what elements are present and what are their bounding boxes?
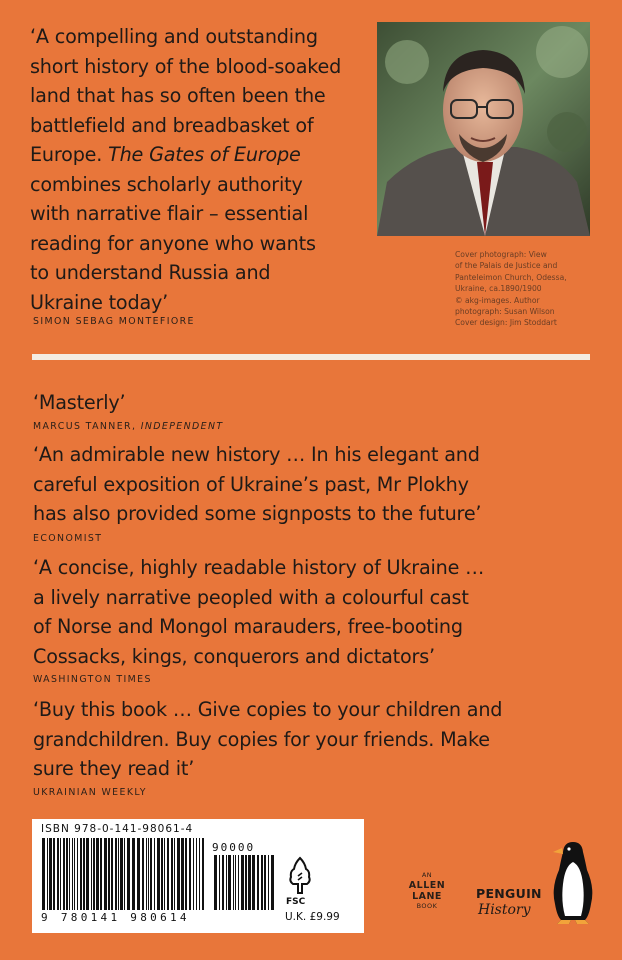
- attribution-name: MARCUS TANNER,: [33, 421, 141, 432]
- fsc-tree-icon: [285, 855, 315, 897]
- barcode-bar: [74, 838, 75, 910]
- barcode-bar: [214, 855, 217, 910]
- imprint-book: BOOK: [416, 902, 438, 910]
- barcode-bar: [226, 855, 227, 910]
- imprint-allen: ALLEN: [408, 880, 446, 891]
- price-label: U.K. £9.99: [285, 911, 340, 923]
- isbn-label: ISBN 978-0-141-98061-4: [41, 823, 194, 835]
- barcode-bar: [86, 838, 89, 910]
- quote-text: Europe.: [30, 143, 109, 166]
- quote-washington-times: [33, 553, 578, 671]
- barcode-bar: [77, 838, 78, 910]
- barcode-bar: [154, 838, 155, 910]
- barcode-bar: [120, 838, 123, 910]
- attribution-ukrainian-weekly: UKRAINIAN WEEKLY: [33, 787, 147, 798]
- barcode-bar: [115, 838, 117, 910]
- quote-masterly: ‘Masterly’: [33, 391, 126, 414]
- quote-line: ‘An admirable new history … In his elegant and: [33, 443, 480, 466]
- barcode-bar: [193, 838, 194, 910]
- divider-rule: [32, 354, 590, 360]
- quote-line: careful exposition of Ukraine’s past, Mr Plokhy: [33, 472, 469, 496]
- barcode-bar: [252, 855, 255, 910]
- attribution-montefiore: SIMON SEBAG MONTEFIORE: [33, 316, 195, 327]
- barcode-bars: [42, 838, 207, 910]
- history-wordmark: History: [478, 902, 531, 918]
- barcode-bar: [104, 838, 107, 910]
- barcode-bar: [150, 838, 152, 910]
- quote-line: ‘A compelling and outstanding: [30, 25, 318, 48]
- quote-line: land that has so often been the: [30, 84, 326, 107]
- quote-line: has also provided some signposts to the future’: [33, 502, 482, 525]
- credit-line: Cover design: Jim Stoddart: [455, 318, 557, 328]
- barcode-bar: [146, 838, 147, 910]
- barcode-bar: [185, 838, 187, 910]
- cover-credits: [455, 249, 605, 329]
- attribution-washington-times: WASHINGTON TIMES: [33, 674, 152, 685]
- barcode-bar: [268, 855, 269, 910]
- author-photo: [377, 22, 590, 236]
- quote-line: short history of the blood-soaked: [30, 54, 342, 78]
- barcode-bar: [66, 838, 68, 910]
- barcode-bar: [72, 838, 73, 910]
- barcode-bar: [142, 838, 144, 910]
- attribution-publication: INDEPENDENT: [140, 421, 224, 432]
- attribution-independent: [33, 421, 224, 432]
- addon-barcode-bars: [214, 855, 274, 910]
- barcode-bar: [181, 838, 184, 910]
- barcode-bar: [57, 838, 59, 910]
- quote-line: reading for anyone who wants: [30, 231, 316, 255]
- barcode-bar: [83, 838, 85, 910]
- barcode-digits: 9 780141 980614: [41, 911, 190, 924]
- quote-line: [30, 140, 360, 170]
- barcode-bar: [137, 838, 140, 910]
- barcode-bar: [91, 838, 92, 910]
- attribution-economist: ECONOMIST: [33, 533, 103, 544]
- barcode-bar: [235, 855, 236, 910]
- barcode-bar: [174, 838, 175, 910]
- quote-line: ‘Buy this book … Give copies to your children and: [33, 698, 503, 721]
- barcode-bar: [233, 855, 234, 910]
- credit-line: Panteleimon Church, Odessa,: [455, 272, 567, 282]
- credit-line: © akg-images. Author: [455, 295, 540, 305]
- barcode-bar: [177, 838, 180, 910]
- barcode-panel: [32, 819, 364, 933]
- quote-line: combines scholarly authority: [30, 172, 303, 196]
- credit-line: of the Palais de Justice and: [455, 261, 558, 271]
- barcode-bar: [100, 838, 102, 910]
- quote-line: grandchildren. Buy copies for your friends. Make: [33, 727, 490, 751]
- barcode-bar: [53, 838, 55, 910]
- addon-digits: 90000: [212, 841, 256, 854]
- barcode-bar: [164, 838, 165, 910]
- barcode-bar: [47, 838, 48, 910]
- quote-line: Cossacks, kings, conquerors and dictators’: [33, 644, 435, 668]
- quote-line: of Norse and Mongol marauders, free-booting: [33, 615, 463, 638]
- barcode-bar: [196, 838, 197, 910]
- barcode-bar: [69, 838, 70, 910]
- imprint-lane: LANE: [412, 891, 442, 902]
- barcode-bar: [199, 838, 200, 910]
- barcode-bar: [245, 855, 247, 910]
- barcode-bar: [42, 838, 45, 910]
- barcode-bar: [161, 838, 163, 910]
- quote-economist: [33, 440, 578, 529]
- quote-line: Ukraine today’: [30, 290, 169, 314]
- barcode-bar: [93, 838, 95, 910]
- barcode-bar: [124, 838, 125, 910]
- barcode-bar: [171, 838, 173, 910]
- barcode-bar: [261, 855, 263, 910]
- barcode-bar: [248, 855, 251, 910]
- penguin-logo-icon: [551, 840, 595, 926]
- quote-line: battlefield and breadbasket of: [30, 113, 314, 137]
- barcode-bar: [202, 838, 204, 910]
- barcode-bar: [157, 838, 160, 910]
- barcode-bar: [148, 838, 149, 910]
- barcode-bar: [80, 838, 82, 910]
- barcode-bar: [108, 838, 110, 910]
- credit-line: photograph: Susan Wilson: [455, 307, 555, 317]
- quote-ukrainian-weekly: [33, 695, 593, 784]
- barcode-bar: [238, 855, 239, 910]
- credit-line: Cover photograph: View: [455, 250, 547, 259]
- barcode-bar: [257, 855, 259, 910]
- quote-line: with narrative flair – essential: [30, 202, 309, 225]
- book-title: The Gates of Europe: [108, 143, 301, 166]
- barcode-bar: [167, 838, 169, 910]
- barcode-bar: [222, 855, 224, 910]
- barcode-bar: [63, 838, 65, 910]
- quote-line: a lively narrative peopled with a colourful cast: [33, 585, 469, 609]
- barcode-bar: [96, 838, 99, 910]
- barcode-bar: [219, 855, 220, 910]
- fsc-label: FSC: [286, 897, 306, 907]
- quote-line: to understand Russia and: [30, 261, 271, 284]
- quote-line: ‘A concise, highly readable history of Ukraine …: [33, 556, 485, 579]
- quote-montefiore: [30, 22, 360, 317]
- quote-line: sure they read it’: [33, 757, 195, 780]
- barcode-bar: [118, 838, 119, 910]
- barcode-bar: [60, 838, 61, 910]
- penguin-wordmark: PENGUIN: [476, 886, 542, 901]
- barcode-bar: [271, 855, 274, 910]
- credit-line: Ukraine, ca.1890/1900: [455, 284, 542, 294]
- imprint-an: AN: [421, 871, 433, 879]
- barcode-bar: [111, 838, 113, 910]
- barcode-bar: [189, 838, 191, 910]
- barcode-bar: [127, 838, 130, 910]
- allen-lane-logo: [407, 871, 447, 911]
- barcode-bar: [228, 855, 231, 910]
- barcode-bar: [241, 855, 244, 910]
- barcode-bar: [49, 838, 52, 910]
- barcode-bar: [132, 838, 135, 910]
- barcode-bar: [264, 855, 266, 910]
